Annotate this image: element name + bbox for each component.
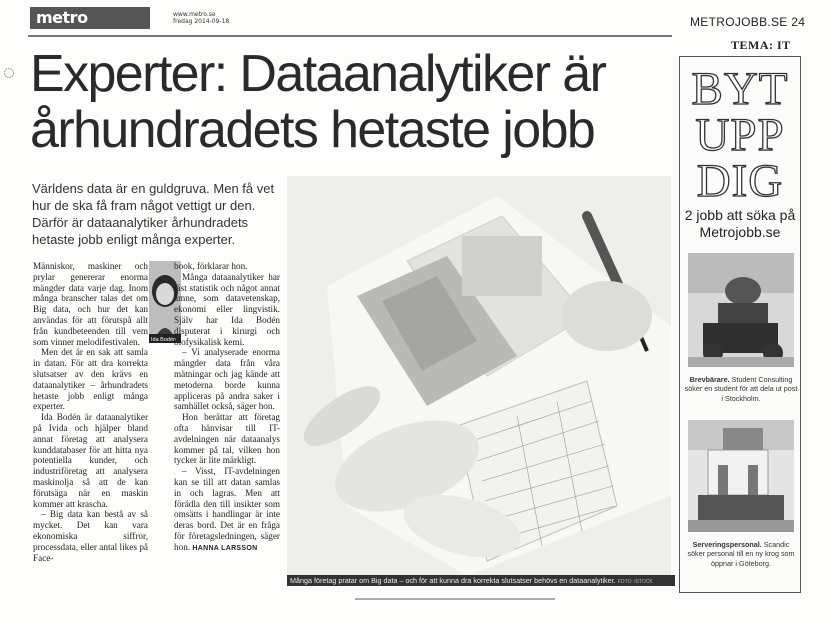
paragraph: Människor, maskiner och prylar genererar enorma mängder data varje dag. Inom många branscher talas det om Big data, och hur det kan användas för att förutspå allt från kundbeteenden till vem som vinner melodifestivalen.	[33, 261, 148, 347]
headline-line-2: århundradets hetaste jobb	[30, 101, 595, 159]
byline: HANNA LARSSON	[192, 544, 258, 552]
photo-credit: FOTO: ISTOCK	[617, 579, 653, 585]
tema-label: TEMA: IT	[731, 38, 791, 52]
ad-big-text	[685, 63, 795, 207]
paragraph: Ida Bodén är dataanalytiker på Ivida och hjälper bland annat företag att analysera kunddatabaser för att hitta nya potentiella kunder, och industriföretag att analysera maskinolja så att de kan förutsäga när en maskin kommer att krascha.	[33, 412, 148, 509]
job-1-text: Student Consulting söker en student för att dela ut post i Stockholm.	[684, 375, 798, 403]
header-rule	[28, 35, 672, 37]
photo-caption-text: Många företag pratar om Big data – och för att kunna dra korrekta slutsatser behövs en dataanalytiker.	[290, 576, 616, 585]
paragraph	[174, 466, 280, 554]
ingress: Världens data är en guldgruva. Men få vet hur de ska få fram något vettigt ur den. Därför är dataanalytiker århundradets hetaste jobb enligt många experter.	[32, 181, 275, 247]
headline-line-1: Experter: Dataanalytiker är	[30, 45, 606, 103]
metro-logo: metro	[30, 7, 150, 29]
photo-caption	[287, 575, 675, 586]
paragraph: – Big data kan bestå av så mycket. Det kan vara ekonomiska siffror, processdata, eller antal likes på Face-	[33, 509, 148, 563]
bottom-rule	[355, 598, 555, 600]
paragraph: Många dataanalytiker har läst statistik och något annat ämne, som datavetenskap, ekonomi eller lingvistik. Själv har Ida Bodén disputerat i kirurgi och biofysikalisk kemi.	[174, 271, 280, 347]
article-photo	[287, 176, 671, 576]
ad-big-line-1: BYT	[691, 63, 789, 115]
job-listing-2[interactable]	[684, 540, 798, 568]
ad-sub-line-1: 2 jobb att söka på	[684, 207, 796, 223]
paragraph: – Vi analyserade enorma mängder data från våra mätningar och jag kände att metoderna borde kunna appliceras på andra saker i samhället också, säger hon.	[174, 347, 280, 412]
paragraph: Men det är en sak att samla in datan. För att dra korrekta slutsatser av den krävs en dataanalytiker – århundradets hetaste jobb enligt många experter.	[33, 347, 148, 412]
masthead-date: fredag 2014-09-18	[173, 18, 230, 25]
portrait-caption: Ida Bodén	[151, 337, 177, 343]
job-listing-1[interactable]	[684, 375, 798, 403]
paragraph-text: – Visst, IT-avdelningen kan se till att datan samlas in och lagras. Men att förädla den till insikter som omsätts i handlingar är inte deras bord. Det är en fråga för företagsledningen, säger hon.	[174, 466, 280, 552]
section-header: METROJOBB.SE 24	[690, 15, 806, 29]
ad-big-line-3: DIG	[696, 155, 784, 207]
job-1-title: Brevbärare.	[689, 375, 730, 384]
job-2-text: Scandic söker personal till en ny krog som öppnar i Göteborg.	[687, 540, 795, 568]
article-column-2	[174, 261, 280, 555]
headline	[30, 46, 680, 158]
paragraph: Hon berättar att företag ofta hänvisar till IT-avdelningen när dataanalys kommer på tal, vilken hon tycker är lite märkligt.	[174, 412, 280, 466]
ad-subline	[682, 207, 798, 241]
ad-big-line-2: UPP	[695, 109, 785, 161]
masthead-meta	[173, 11, 229, 25]
paragraph: book, förklarar hon.	[174, 261, 248, 271]
binder-ring-icon	[3, 66, 15, 80]
waiter-photo	[688, 420, 794, 532]
article-column-1	[33, 261, 148, 563]
masthead-url: www.metro.se	[173, 11, 216, 18]
ad-site-link[interactable]: Metrojobb.se	[699, 224, 781, 240]
job-2-title: Serveringspersonal.	[692, 540, 762, 549]
mail-carrier-photo	[688, 253, 794, 367]
